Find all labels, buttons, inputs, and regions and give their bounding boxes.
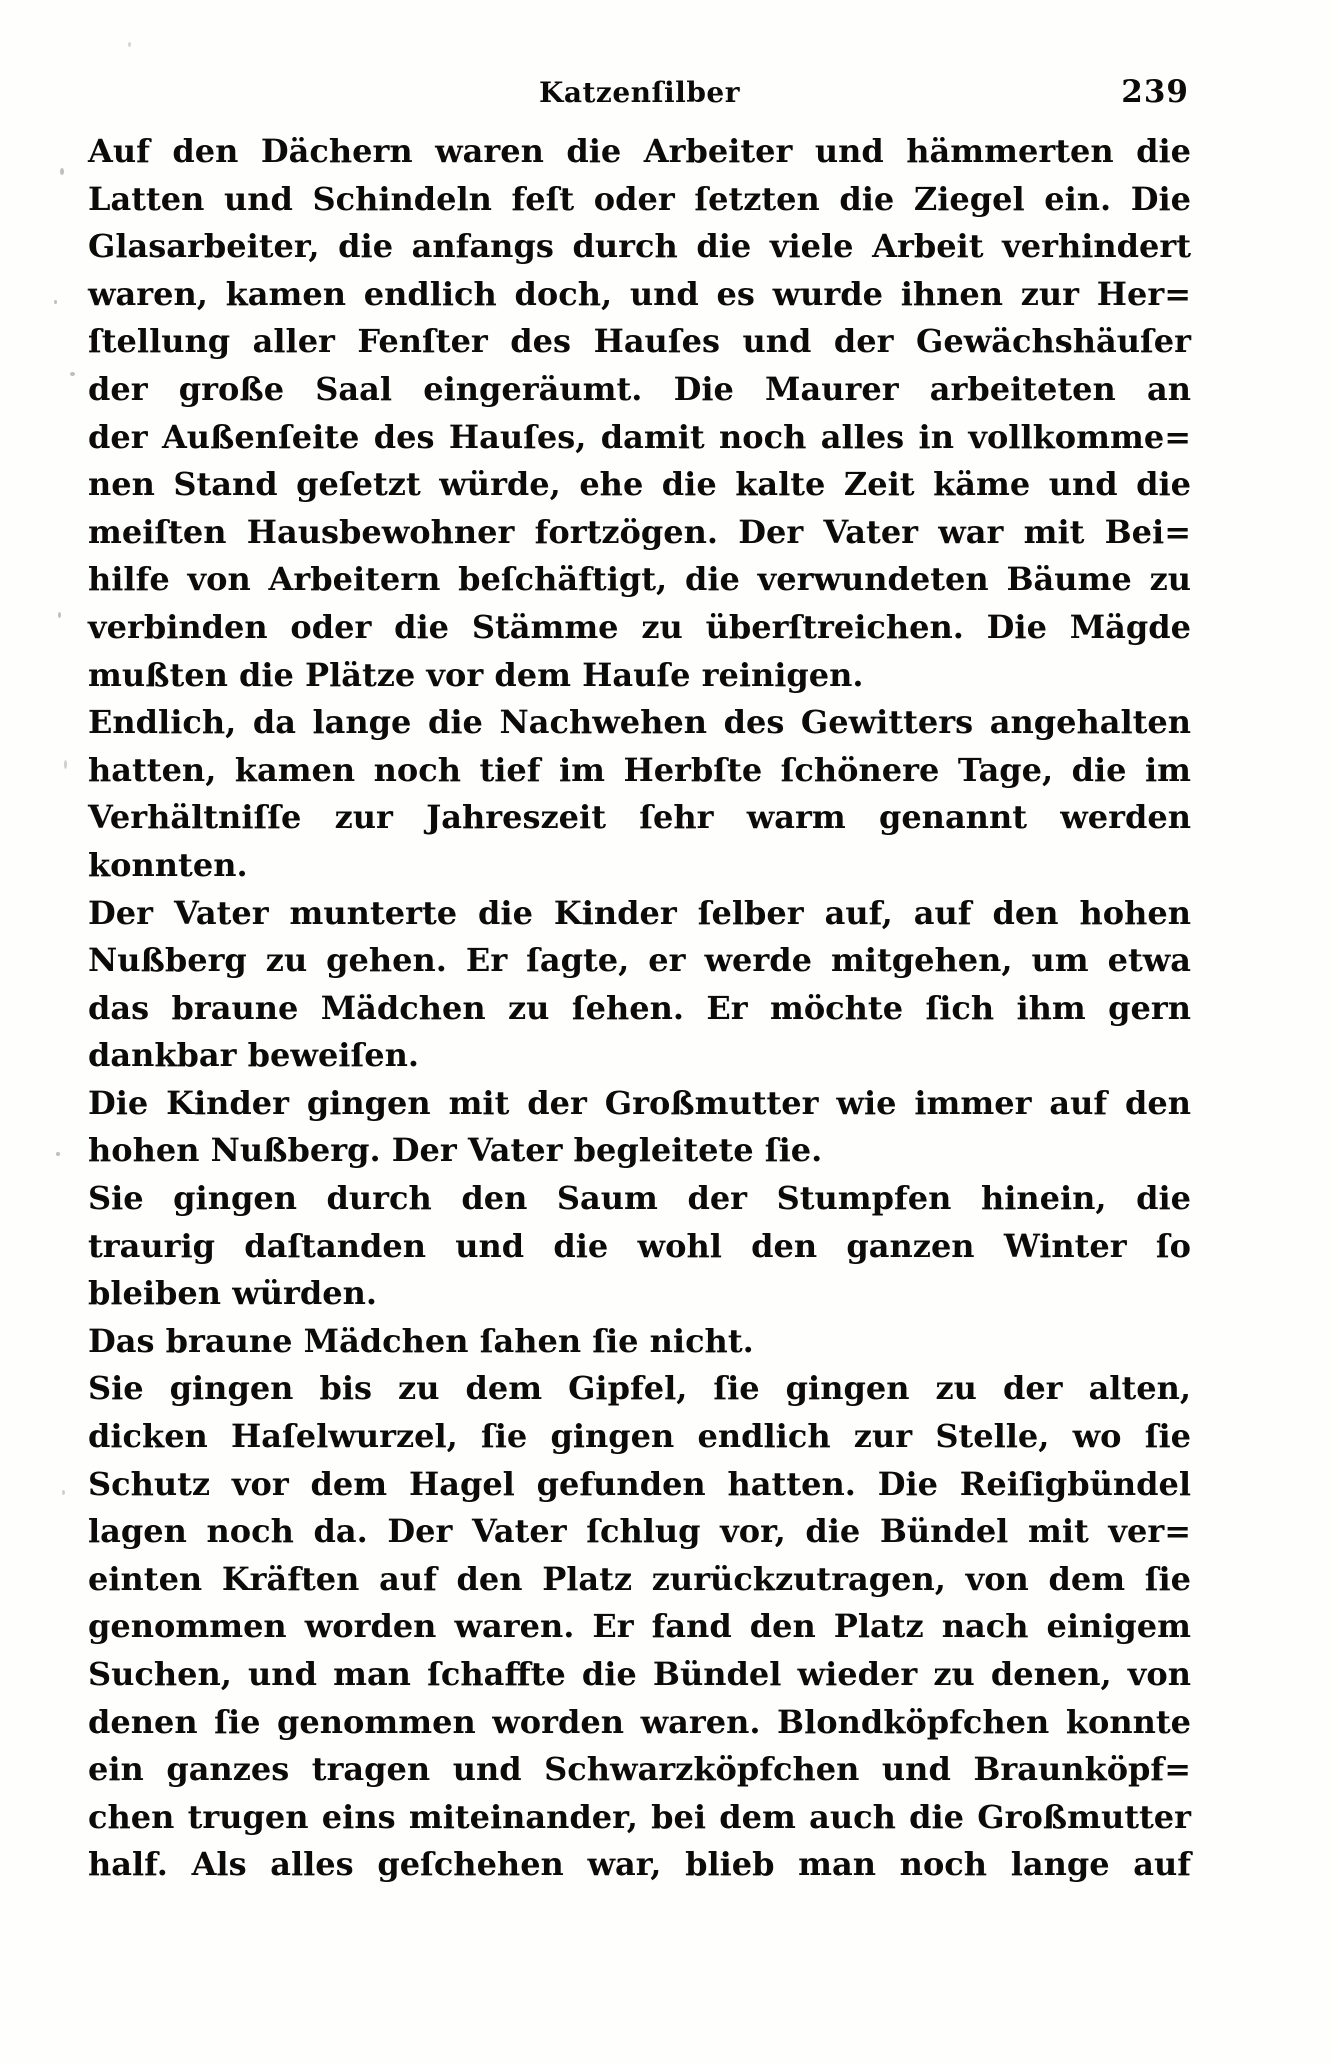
text-line: hohen Nußberg. Der Vater begleitete ſie. — [88, 1131, 823, 1170]
text-line: einten Kräften auf den Platz zurückzutragen, von dem ſie — [88, 1559, 1191, 1598]
text-line: dicken Haſelwurzel, ſie gingen endlich zur Stelle, wo ſie — [88, 1417, 1191, 1456]
text-line: Latten und Schindeln feſt oder ſetzten die Ziegel ein. Die — [88, 179, 1191, 218]
text-line: genommen worden waren. Er fand den Platz nach einigem — [88, 1607, 1191, 1646]
text-line: half. Als alles geſchehen war, blieb man noch lange auf — [88, 1845, 1191, 1884]
scan-speck — [54, 300, 57, 304]
text-line: hatten, kamen noch tief im Herbſte ſchönere Tage, die im — [88, 750, 1191, 789]
scan-speck — [70, 372, 75, 376]
text-line: ſtellung aller Fenſter des Hauſes und der Gewächshäuſer — [88, 322, 1191, 361]
text-line: meiſten Hausbewohner fortzögen. Der Vater war mit Bei= — [88, 512, 1191, 551]
text-line: traurig daſtanden und die wohl den ganzen Winter ſo — [88, 1226, 1191, 1265]
text-line: nen Stand geſetzt würde, ehe die kalte Zeit käme und die — [88, 465, 1191, 504]
text-line: der Außenſeite des Hauſes, damit noch alles in vollkomme= — [88, 417, 1191, 456]
text-line: Schutz vor dem Hagel gefunden hatten. Die Reiſigbündel — [88, 1464, 1191, 1503]
text-line: verbinden oder die Stämme zu überſtreichen. Die Mägde — [88, 607, 1191, 646]
scan-speck — [58, 612, 61, 618]
running-title: Katzenſilber — [539, 76, 740, 109]
text-line: konnten. — [88, 845, 248, 884]
text-line: Endlich, da lange die Nachwehen des Gewitters angehalten — [88, 703, 1191, 742]
page-number: 239 — [1121, 74, 1189, 110]
text-line: Auf den Dächern waren die Arbeiter und hämmerten die — [88, 132, 1191, 170]
text-line: denen ſie genommen worden waren. Blondköpfchen konnte — [88, 1702, 1191, 1741]
scan-speck — [62, 1490, 65, 1495]
text-line: waren, kamen endlich doch, und es wurde ihnen zur Her= — [88, 274, 1191, 313]
text-line: hilfe von Arbeitern beſchäftigt, die verwundeten Bäume zu — [88, 560, 1191, 599]
text-line: mußten die Plätze vor dem Hauſe reinigen. — [88, 655, 864, 694]
text-line: Die Kinder gingen mit der Großmutter wie immer auf den — [88, 1083, 1191, 1122]
text-line: Nußberg zu gehen. Er ſagte, er werde mitgehen, um etwa — [88, 941, 1191, 980]
text-line: bleiben würden. — [88, 1274, 377, 1313]
text-block — [88, 128, 1191, 1889]
text-line: Sie gingen bis zu dem Gipfel, ſie gingen zu der alten, — [88, 1369, 1191, 1408]
scan-speck — [60, 168, 64, 175]
text-line: Glasarbeiter, die anfangs durch die viele Arbeit verhindert — [88, 227, 1191, 266]
text-line: lagen noch da. Der Vater ſchlug vor, die Bündel mit ver= — [88, 1512, 1191, 1551]
scan-speck — [56, 1152, 60, 1156]
scan-speck — [64, 760, 67, 769]
text-line: Suchen, und man ſchaffte die Bündel wieder zu denen, von — [88, 1655, 1191, 1693]
text-line: dankbar beweiſen. — [88, 1036, 419, 1075]
text-line: ein ganzes tragen und Schwarzköpfchen und Braunköpf= — [88, 1750, 1191, 1789]
text-line: chen trugen eins miteinander, bei dem auch die Großmutter — [88, 1797, 1191, 1836]
text-line: Das braune Mädchen ſahen ſie nicht. — [88, 1321, 754, 1360]
scan-speck — [128, 42, 131, 47]
running-header — [88, 76, 1191, 116]
text-line: Der Vater munterte die Kinder ſelber auf, auf den hohen — [88, 893, 1191, 932]
text-line: der große Saal eingeräumt. Die Maurer arbeiteten an — [88, 369, 1191, 408]
text-line: Verhältniſſe zur Jahreszeit ſehr warm genannt werden — [88, 798, 1191, 837]
text-line: das braune Mädchen zu ſehen. Er möchte ſich ihm gern — [88, 988, 1191, 1027]
text-line: Sie gingen durch den Saum der Stumpfen hinein, die — [88, 1179, 1191, 1218]
